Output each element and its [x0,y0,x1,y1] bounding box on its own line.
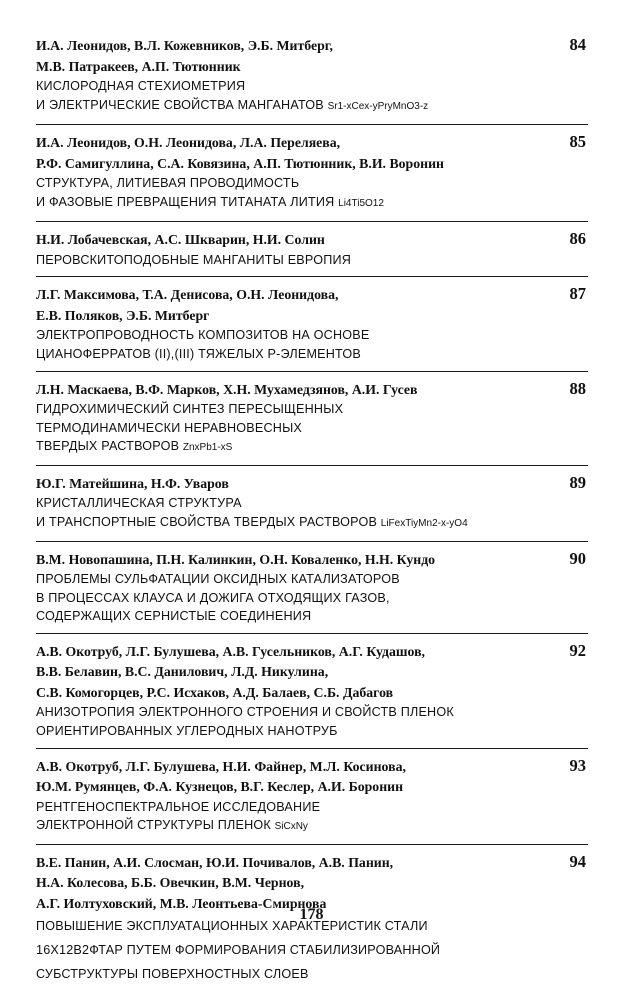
chemical-formula: Li4Ti5O12 [338,197,384,209]
contents-entry [36,133,588,222]
entry-authors: Ю.Г. Матейшина, Н.Ф. Уваров [36,475,229,491]
page-number: 178 [299,906,324,923]
chemical-formula: LiFexTiyMn2-x-yO4 [380,518,468,530]
entry-authors: С.В. Комогорцев, Р.С. Исхаков, А.Д. Балаев, С.Б. Дабагов [36,684,394,700]
entry-title-line: И ТРАНСПОРТНЫЕ СВОЙСТВА ТВЕРДЫХ РАСТВОРОВ LiFexTiyMn2-x-yO4 [36,515,468,530]
entry-title-line: СТРУКТУРА, ЛИТИЕВАЯ ПРОВОДИМОСТЬ [36,176,300,191]
chemical-formula: Sr1-xCex-yPryMnO3-z [327,100,429,112]
contents-entry [36,230,588,277]
entry-authors: Н.А. Колесова, Б.Б. Овечкин, В.М. Чернов, [36,875,305,891]
entry-page-number: 90 [569,548,586,568]
contents-entry [36,36,588,125]
entry-title-line: И ЭЛЕКТРИЧЕСКИЕ СВОЙСТВА МАНГАНАТОВ Sr1-xCex-yPryMnO3-z [36,97,429,112]
entry-title-line: И ФАЗОВЫЕ ПРЕВРАЩЕНИЯ ТИТАНАТА ЛИТИЯ Li4Ti5O12 [36,194,384,209]
entry-title-line: АНИЗОТРОПИЯ ЭЛЕКТРОННОГО СТРОЕНИЯ И СВОЙСТВ ПЛЕНОК [36,705,454,720]
entry-authors: И.А. Леонидов, О.Н. Леонидова, Л.А. Переляева, [36,135,341,151]
contents-entry [36,380,588,466]
entry-title-line: 16Х12В2ФТАР ПУТЕМ ФОРМИРОВАНИЯ СТАБИЛИЗИРОВАННОЙ [36,943,441,958]
chemical-formula: SiCxNy [274,821,308,833]
entry-title-line: В ПРОЦЕССАХ КЛАУСА И ДОЖИГА ОТХОДЯЩИХ ГАЗОВ, [36,590,390,605]
entry-authors: В.М. Новопашина, П.Н. Калинкин, О.Н. Коваленко, Н.Н. Кундо [36,551,436,567]
entry-authors: В.В. Белавин, В.С. Данилович, Л.Д. Никулина, [36,664,329,680]
entry-authors: Н.И. Лобачевская, А.С. Шкварин, Н.И. Солин [36,232,325,248]
entry-title-line: КРИСТАЛЛИЧЕСКАЯ СТРУКТУРА [36,496,242,511]
entry-page-number: 86 [569,229,586,249]
entry-title-line: ЭЛЕКТРОННОЙ СТРУКТУРЫ ПЛЕНОК SiCxNy [36,818,308,833]
entry-authors: Л.Н. Маскаева, В.Ф. Марков, Х.Н. Мухамедзянов, А.И. Гусев [36,381,418,397]
entry-page-number: 92 [569,640,586,660]
entry-title-line: ГИДРОХИМИЧЕСКИЙ СИНТЕЗ ПЕРЕСЫЩЕННЫХ [36,402,344,417]
entry-title-line: КИСЛОРОДНАЯ СТЕХИОМЕТРИЯ [36,79,246,93]
entry-title-line: СУБСТРУКТУРЫ ПОВЕРХНОСТНЫХ СЛОЕВ [36,967,309,982]
entry-authors: Л.Г. Максимова, Т.А. Денисова, О.Н. Леонидова, [36,287,339,303]
entry-page-number: 87 [569,284,586,304]
entry-authors: А.В. Окотруб, Л.Г. Булушева, А.В. Гусельников, А.Г. Кудашов, [36,643,425,659]
entry-page-number: 88 [569,378,586,398]
entry-title-line: ОРИЕНТИРОВАННЫХ УГЛЕРОДНЫХ НАНОТРУБ [36,724,338,738]
entry-authors: А.Г. Иолтуховский, М.В. Леонтьева-Смирнова [36,895,327,911]
entry-authors: И.А. Леонидов, В.Л. Кожевников, Э.Б. Митберг, [36,38,333,53]
entry-title-line: ТВЕРДЫХ РАСТВОРОВ ZnxPb1-xS [36,439,233,454]
entry-authors: В.Е. Панин, А.И. Слосман, Ю.И. Почивалов, А.В. Панин, [36,854,394,870]
entry-title-line: ПЕРОВСКИТОПОДОБНЫЕ МАНГАНИТЫ ЕВРОПИЯ [36,252,352,267]
contents-entry [36,642,588,749]
contents-list [36,36,588,986]
entry-page-number: 89 [569,472,586,492]
entry-title-line: ЦИАНОФЕРРАТОВ (II),(III) ТЯЖЕЛЫХ P-ЭЛЕМЕНТОВ [36,347,361,362]
entry-authors: А.В. Окотруб, Л.Г. Булушева, Н.И. Файнер, М.Л. Косинова, [36,758,406,774]
contents-entry [36,757,588,845]
chemical-formula: ZnxPb1-xS [182,442,233,454]
entry-page-number: 93 [569,755,586,775]
entry-authors: Р.Ф. Самигуллина, С.А. Ковязина, А.П. Тютюнник, В.И. Воронин [36,155,444,171]
entry-title-line: ТЕРМОДИНАМИЧЕСКИ НЕРАВНОВЕСНЫХ [36,420,303,435]
contents-entry [36,550,588,634]
entry-title-line: ПРОБЛЕМЫ СУЛЬФАТАЦИИ ОКСИДНЫХ КАТАЛИЗАТОРОВ [36,572,400,587]
entry-page-number: 84 [569,35,586,54]
entry-title-line: СОДЕРЖАЩИХ СЕРНИСТЫЕ СОЕДИНЕНИЯ [36,609,312,624]
entry-page-number: 94 [569,851,586,871]
contents-entry [36,285,588,371]
entry-authors: Ю.М. Румянцев, Ф.А. Кузнецов, В.Г. Кеслер, А.И. Боронин [36,779,404,795]
entry-page-number: 85 [569,132,586,152]
contents-entry [36,474,588,542]
entry-title-line: ПОВЫШЕНИЕ ЭКСПЛУАТАЦИОННЫХ ХАРАКТЕРИСТИК СТАЛИ [36,919,428,934]
entry-authors: М.В. Патракеев, А.П. Тютюнник [36,58,241,74]
entry-title-line: РЕНТГЕНОСПЕКТРАЛЬНОЕ ИССЛЕДОВАНИЕ [36,799,321,814]
entry-authors: Е.В. Поляков, Э.Б. Митберг [36,307,210,323]
entry-title-line: ЭЛЕКТРОПРОВОДНОСТЬ КОМПОЗИТОВ НА ОСНОВЕ [36,328,370,343]
